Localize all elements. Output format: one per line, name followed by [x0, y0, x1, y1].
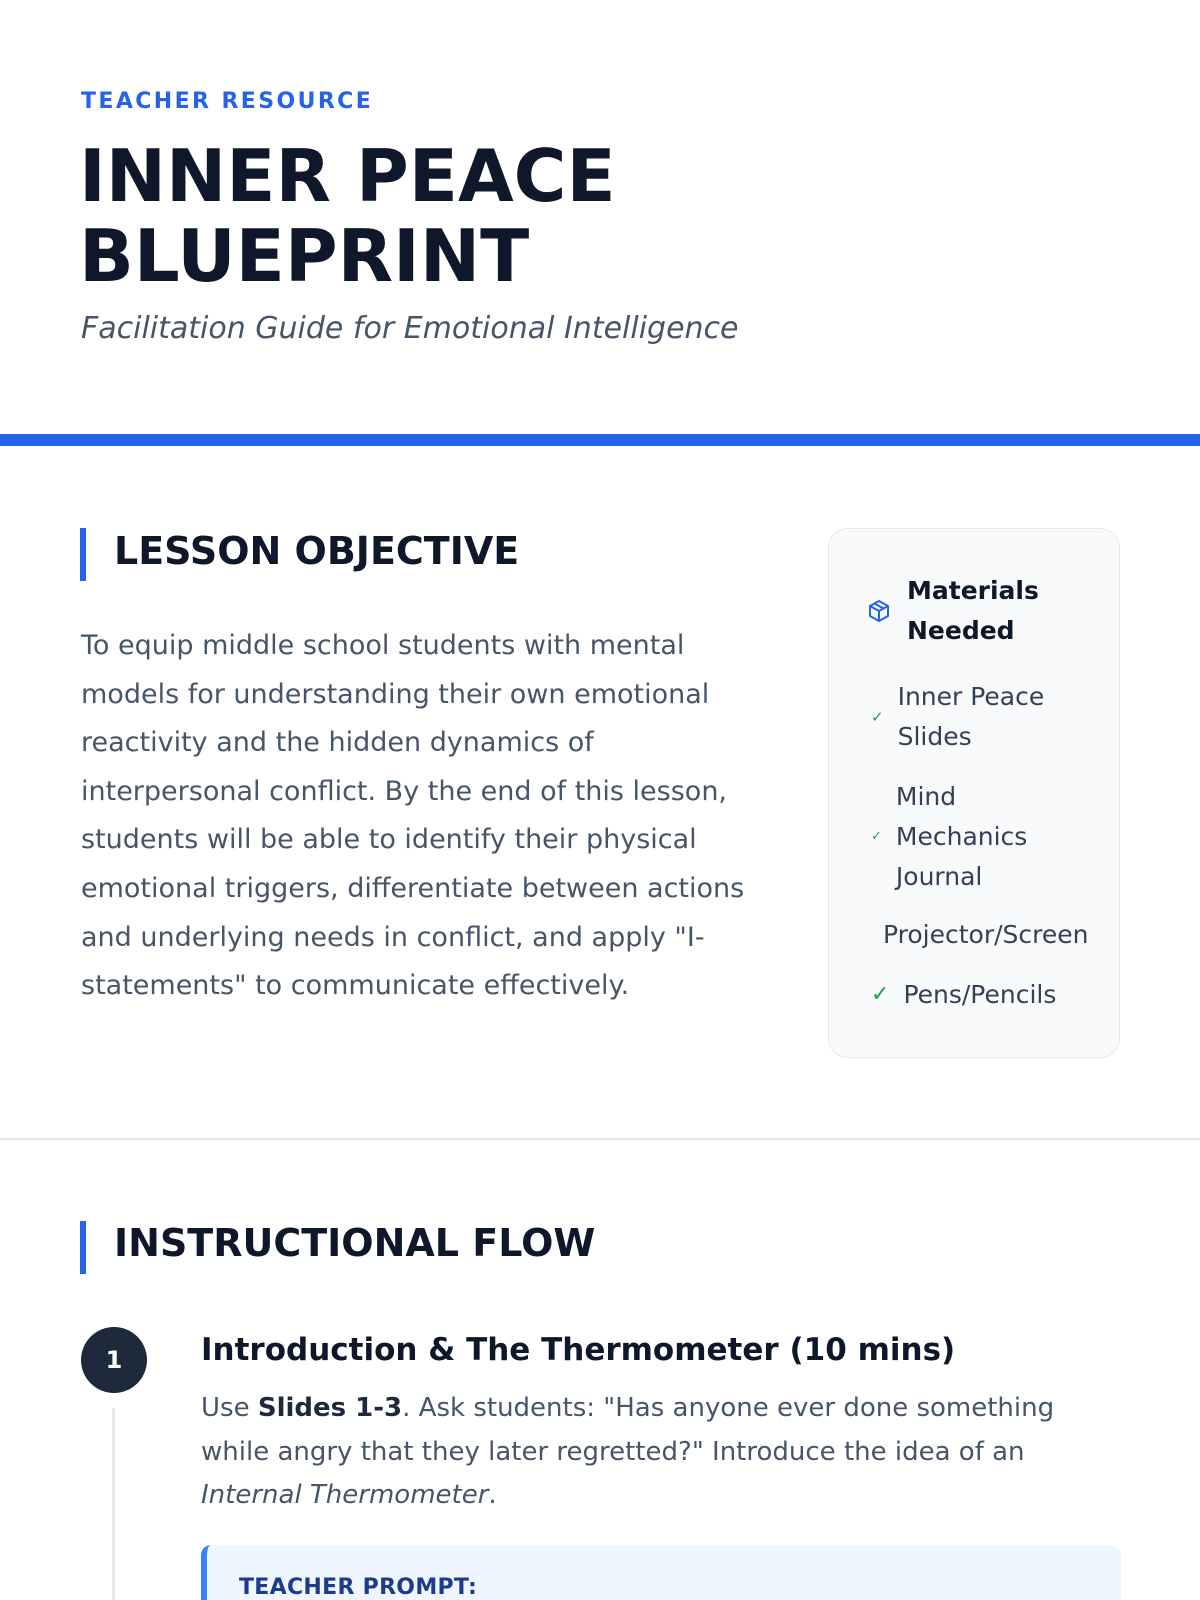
teacher-prompt-box — [201, 1545, 1121, 1600]
materials-item-label: Pens/Pencils — [903, 980, 1057, 1009]
page-header — [0, 0, 1200, 436]
materials-item — [871, 975, 1101, 1015]
eyebrow-label: TEACHER RESOURCE — [81, 89, 374, 114]
materials-item — [871, 677, 1091, 757]
page-title-line-1: INNER PEACE — [79, 134, 616, 218]
materials-header — [867, 571, 1077, 651]
section-divider — [0, 1138, 1200, 1140]
materials-item — [883, 915, 1113, 955]
materials-card — [828, 528, 1120, 1058]
page-subtitle: Facilitation Guide for Emotional Intelligence — [81, 311, 739, 346]
step-text-bold: Slides 1-3 — [257, 1393, 403, 1423]
page-title-line-2: BLUEPRINT — [79, 214, 530, 298]
materials-heading: Materials Needed — [907, 576, 1039, 645]
materials-item-label: Inner Peace Slides — [897, 682, 1045, 751]
objective-heading: LESSON OBJECTIVE — [114, 529, 520, 573]
step-text: Use — [201, 1393, 258, 1423]
teacher-prompt-label: TEACHER PROMPT: — [239, 1575, 478, 1600]
materials-item-label: Projector/Screen — [883, 920, 1089, 949]
step-timeline-line — [112, 1408, 115, 1600]
materials-item — [871, 777, 1091, 897]
step-number-badge: 1 — [81, 1327, 147, 1393]
step-text: . Ask students: "Has anyone ever done something while angry that they later regretted?" Introduce the idea of an — [201, 1393, 1055, 1467]
check-icon: ✓ — [871, 708, 884, 726]
objective-text: To equip middle school students with mental models for understanding their own emotional reactivity and the hidden dynamics of interpersonal conflict. By the end of this lesson, students will be able to identify their physical emotional triggers, differentiate between actions and underlying needs in conflict, and apply "I-statements" to communicate effectively. — [81, 630, 745, 1002]
header-divider — [0, 434, 1200, 446]
materials-item-label: Mind Mechanics Journal — [895, 782, 1028, 891]
page-title — [79, 136, 616, 296]
step-description — [201, 1387, 1121, 1518]
step-text-italic: Internal Thermometer — [201, 1480, 489, 1510]
flow-heading: INSTRUCTIONAL FLOW — [114, 1221, 596, 1265]
check-icon: ✓ — [871, 982, 890, 1007]
package-icon — [867, 599, 891, 623]
step-title: Introduction & The Thermometer (10 mins) — [201, 1332, 956, 1368]
check-icon: ✓ — [871, 829, 882, 844]
step-text: . — [488, 1480, 497, 1510]
objective-accent-bar — [80, 528, 86, 581]
flow-accent-bar — [80, 1221, 86, 1274]
